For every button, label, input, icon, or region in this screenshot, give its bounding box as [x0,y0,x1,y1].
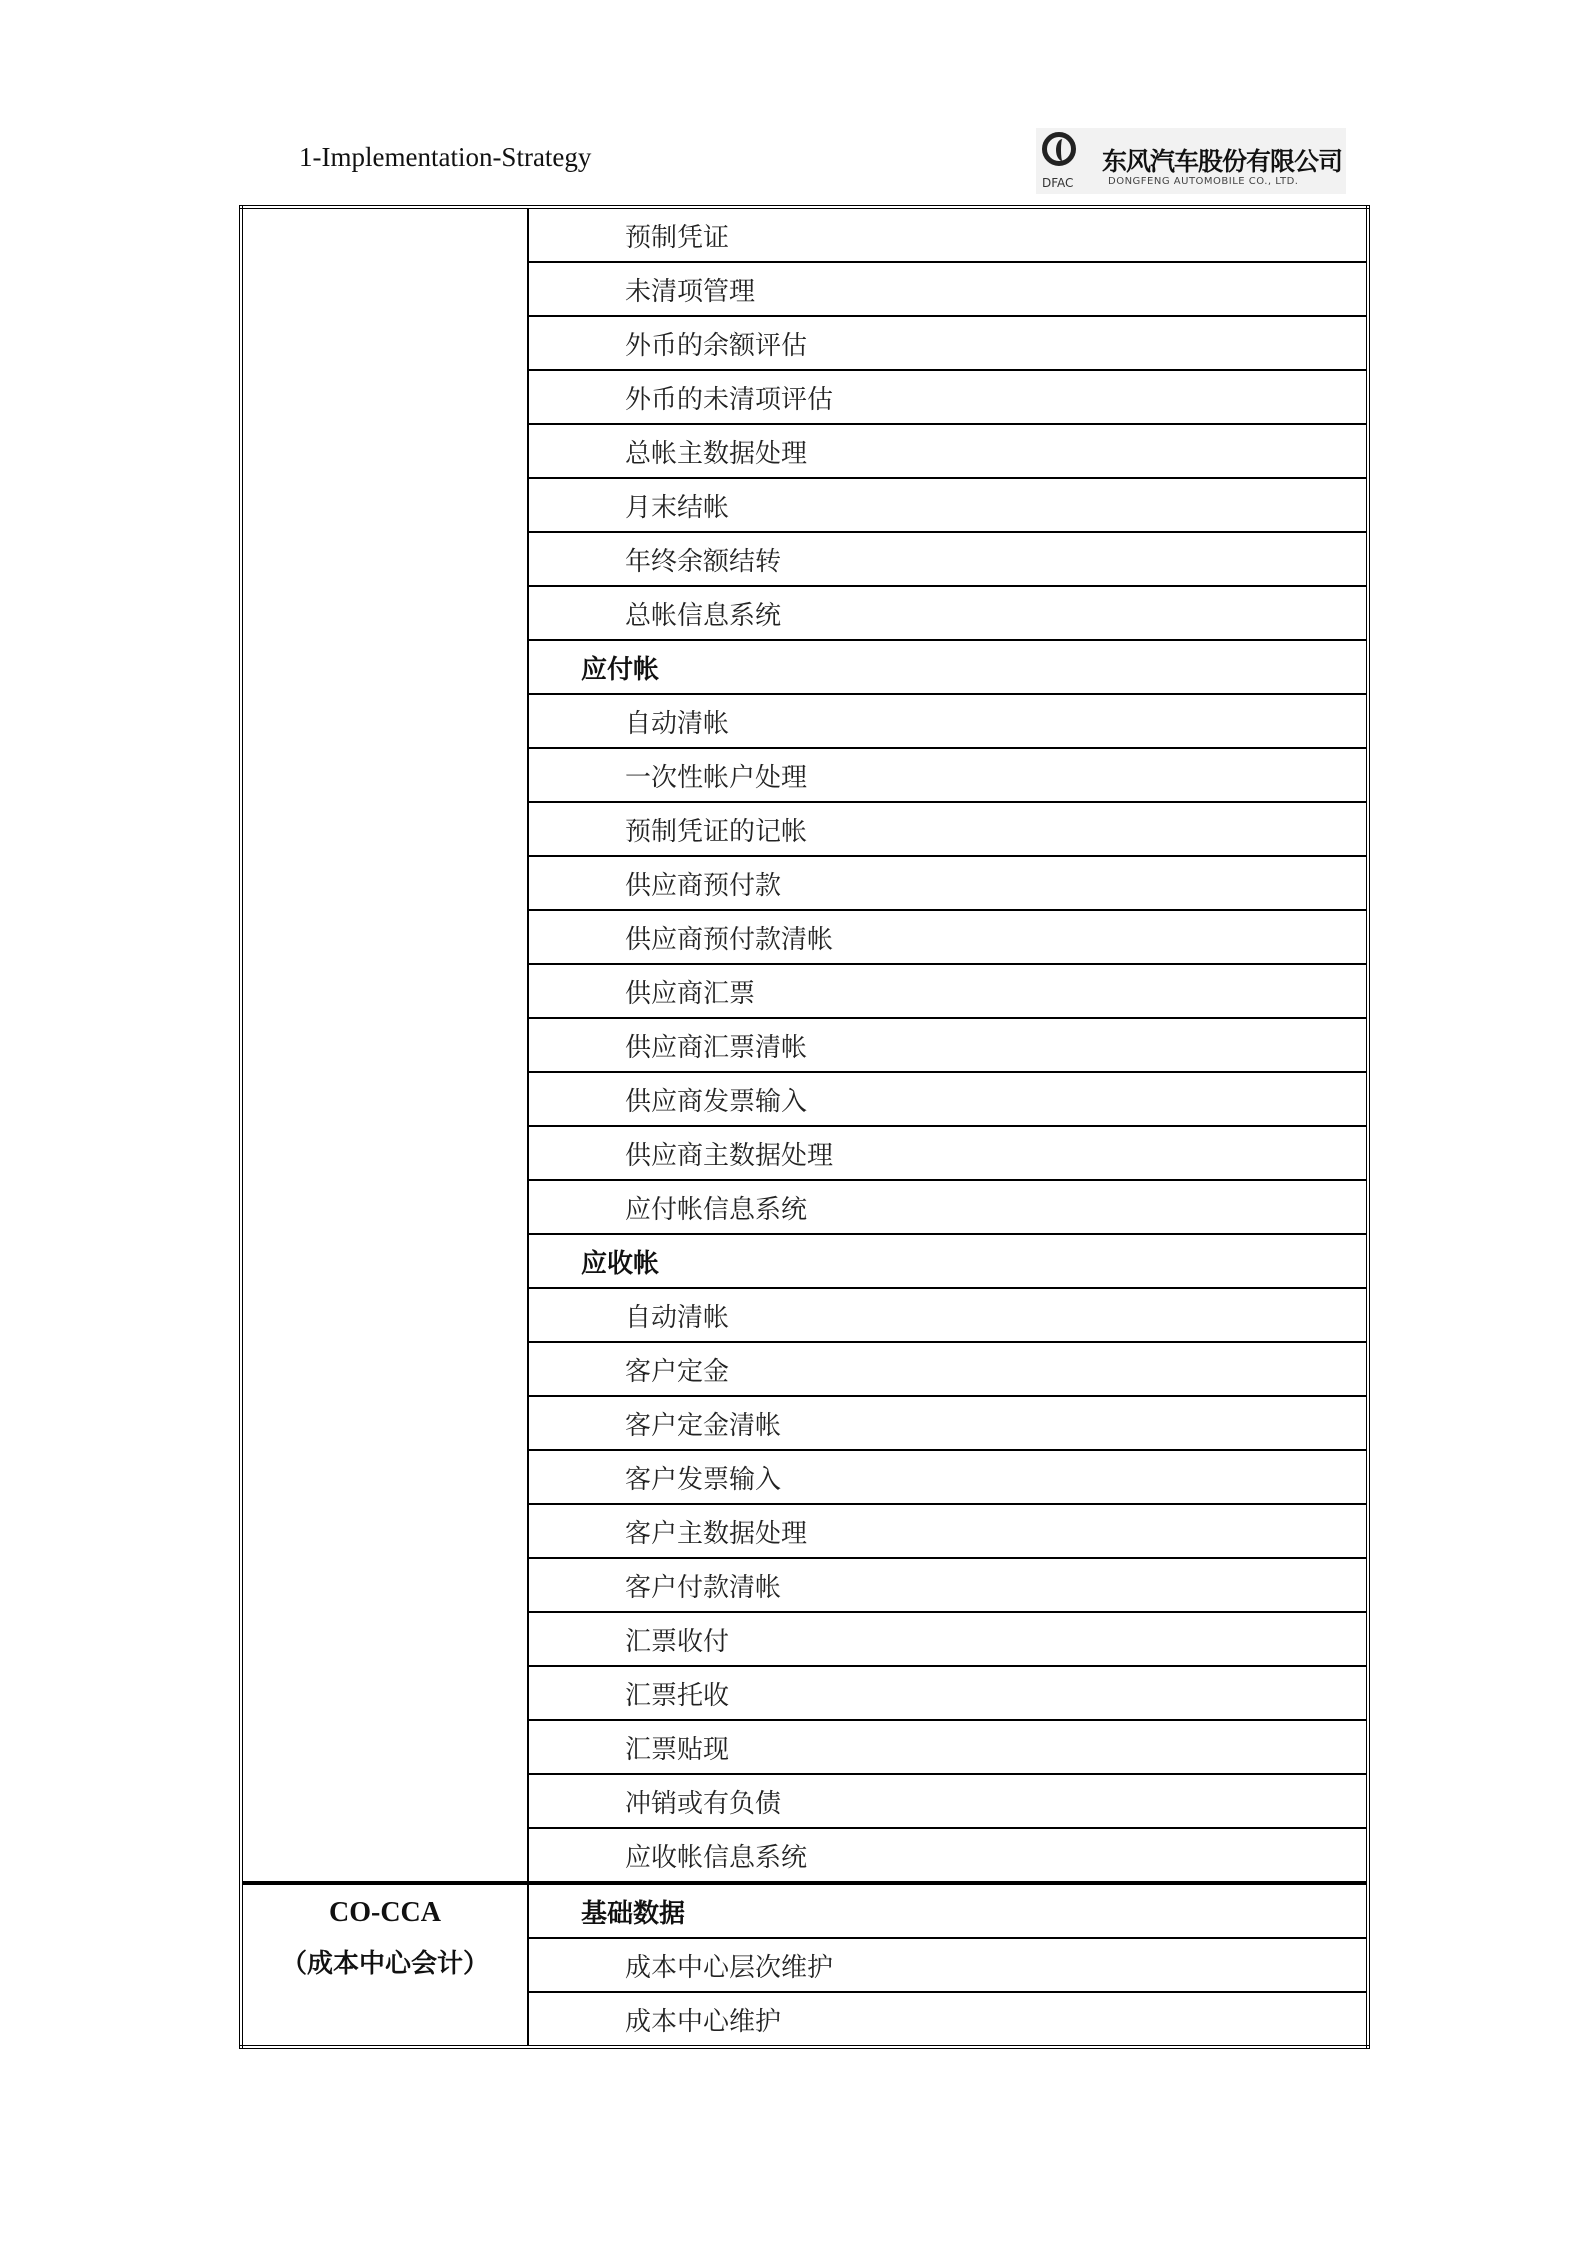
function-item: 供应商预付款 [528,856,1368,910]
function-item: 客户发票输入 [528,1450,1368,1504]
section-heading: 基础数据 [528,1883,1368,1938]
function-item: 年终余额结转 [528,532,1368,586]
function-item: 总帐主数据处理 [528,424,1368,478]
function-item: 冲销或有负债 [528,1774,1368,1828]
dfac-logo-icon [1042,132,1076,166]
function-item: 成本中心维护 [528,1992,1368,2047]
function-item: 客户主数据处理 [528,1504,1368,1558]
function-item: 供应商汇票 [528,964,1368,1018]
function-item: 应收帐信息系统 [528,1828,1368,1883]
function-item: 供应商预付款清帐 [528,910,1368,964]
function-item: 应付帐信息系统 [528,1180,1368,1234]
function-item: 客户付款清帐 [528,1558,1368,1612]
company-logo [1036,128,1346,194]
table-row [241,207,1368,262]
section-heading-row [241,1883,1368,1938]
logo-abbr: DFAC [1042,176,1074,190]
function-item: 预制凭证 [528,207,1368,262]
function-item: 供应商主数据处理 [528,1126,1368,1180]
module-cell [241,1883,528,2047]
function-item: 自动清帐 [528,694,1368,748]
logo-name-cn: 东风汽车股份有限公司 [1102,147,1343,176]
function-item: 预制凭证的记帐 [528,802,1368,856]
module-cell [241,207,528,1883]
section-heading: 应付帐 [528,640,1368,694]
section-heading: 应收帐 [528,1234,1368,1288]
function-item: 一次性帐户处理 [528,748,1368,802]
function-item: 汇票托收 [528,1666,1368,1720]
function-item: 客户定金 [528,1342,1368,1396]
module-table [239,205,1370,2049]
module-name: （成本中心会计） [280,1949,489,1979]
logo-name-en: DONGFENG AUTOMOBILE CO., LTD. [1108,176,1299,187]
function-item: 成本中心层次维护 [528,1938,1368,1992]
function-item: 外币的未清项评估 [528,370,1368,424]
document-title: 1-Implementation-Strategy [299,142,592,172]
function-item: 自动清帐 [528,1288,1368,1342]
function-item: 未清项管理 [528,262,1368,316]
function-item: 供应商发票输入 [528,1072,1368,1126]
function-item: 外币的余额评估 [528,316,1368,370]
module-code: CO-CCA [329,1897,441,1928]
function-item: 供应商汇票清帐 [528,1018,1368,1072]
function-item: 汇票贴现 [528,1720,1368,1774]
function-item: 月末结帐 [528,478,1368,532]
function-item: 客户定金清帐 [528,1396,1368,1450]
function-item: 总帐信息系统 [528,586,1368,640]
function-item: 汇票收付 [528,1612,1368,1666]
